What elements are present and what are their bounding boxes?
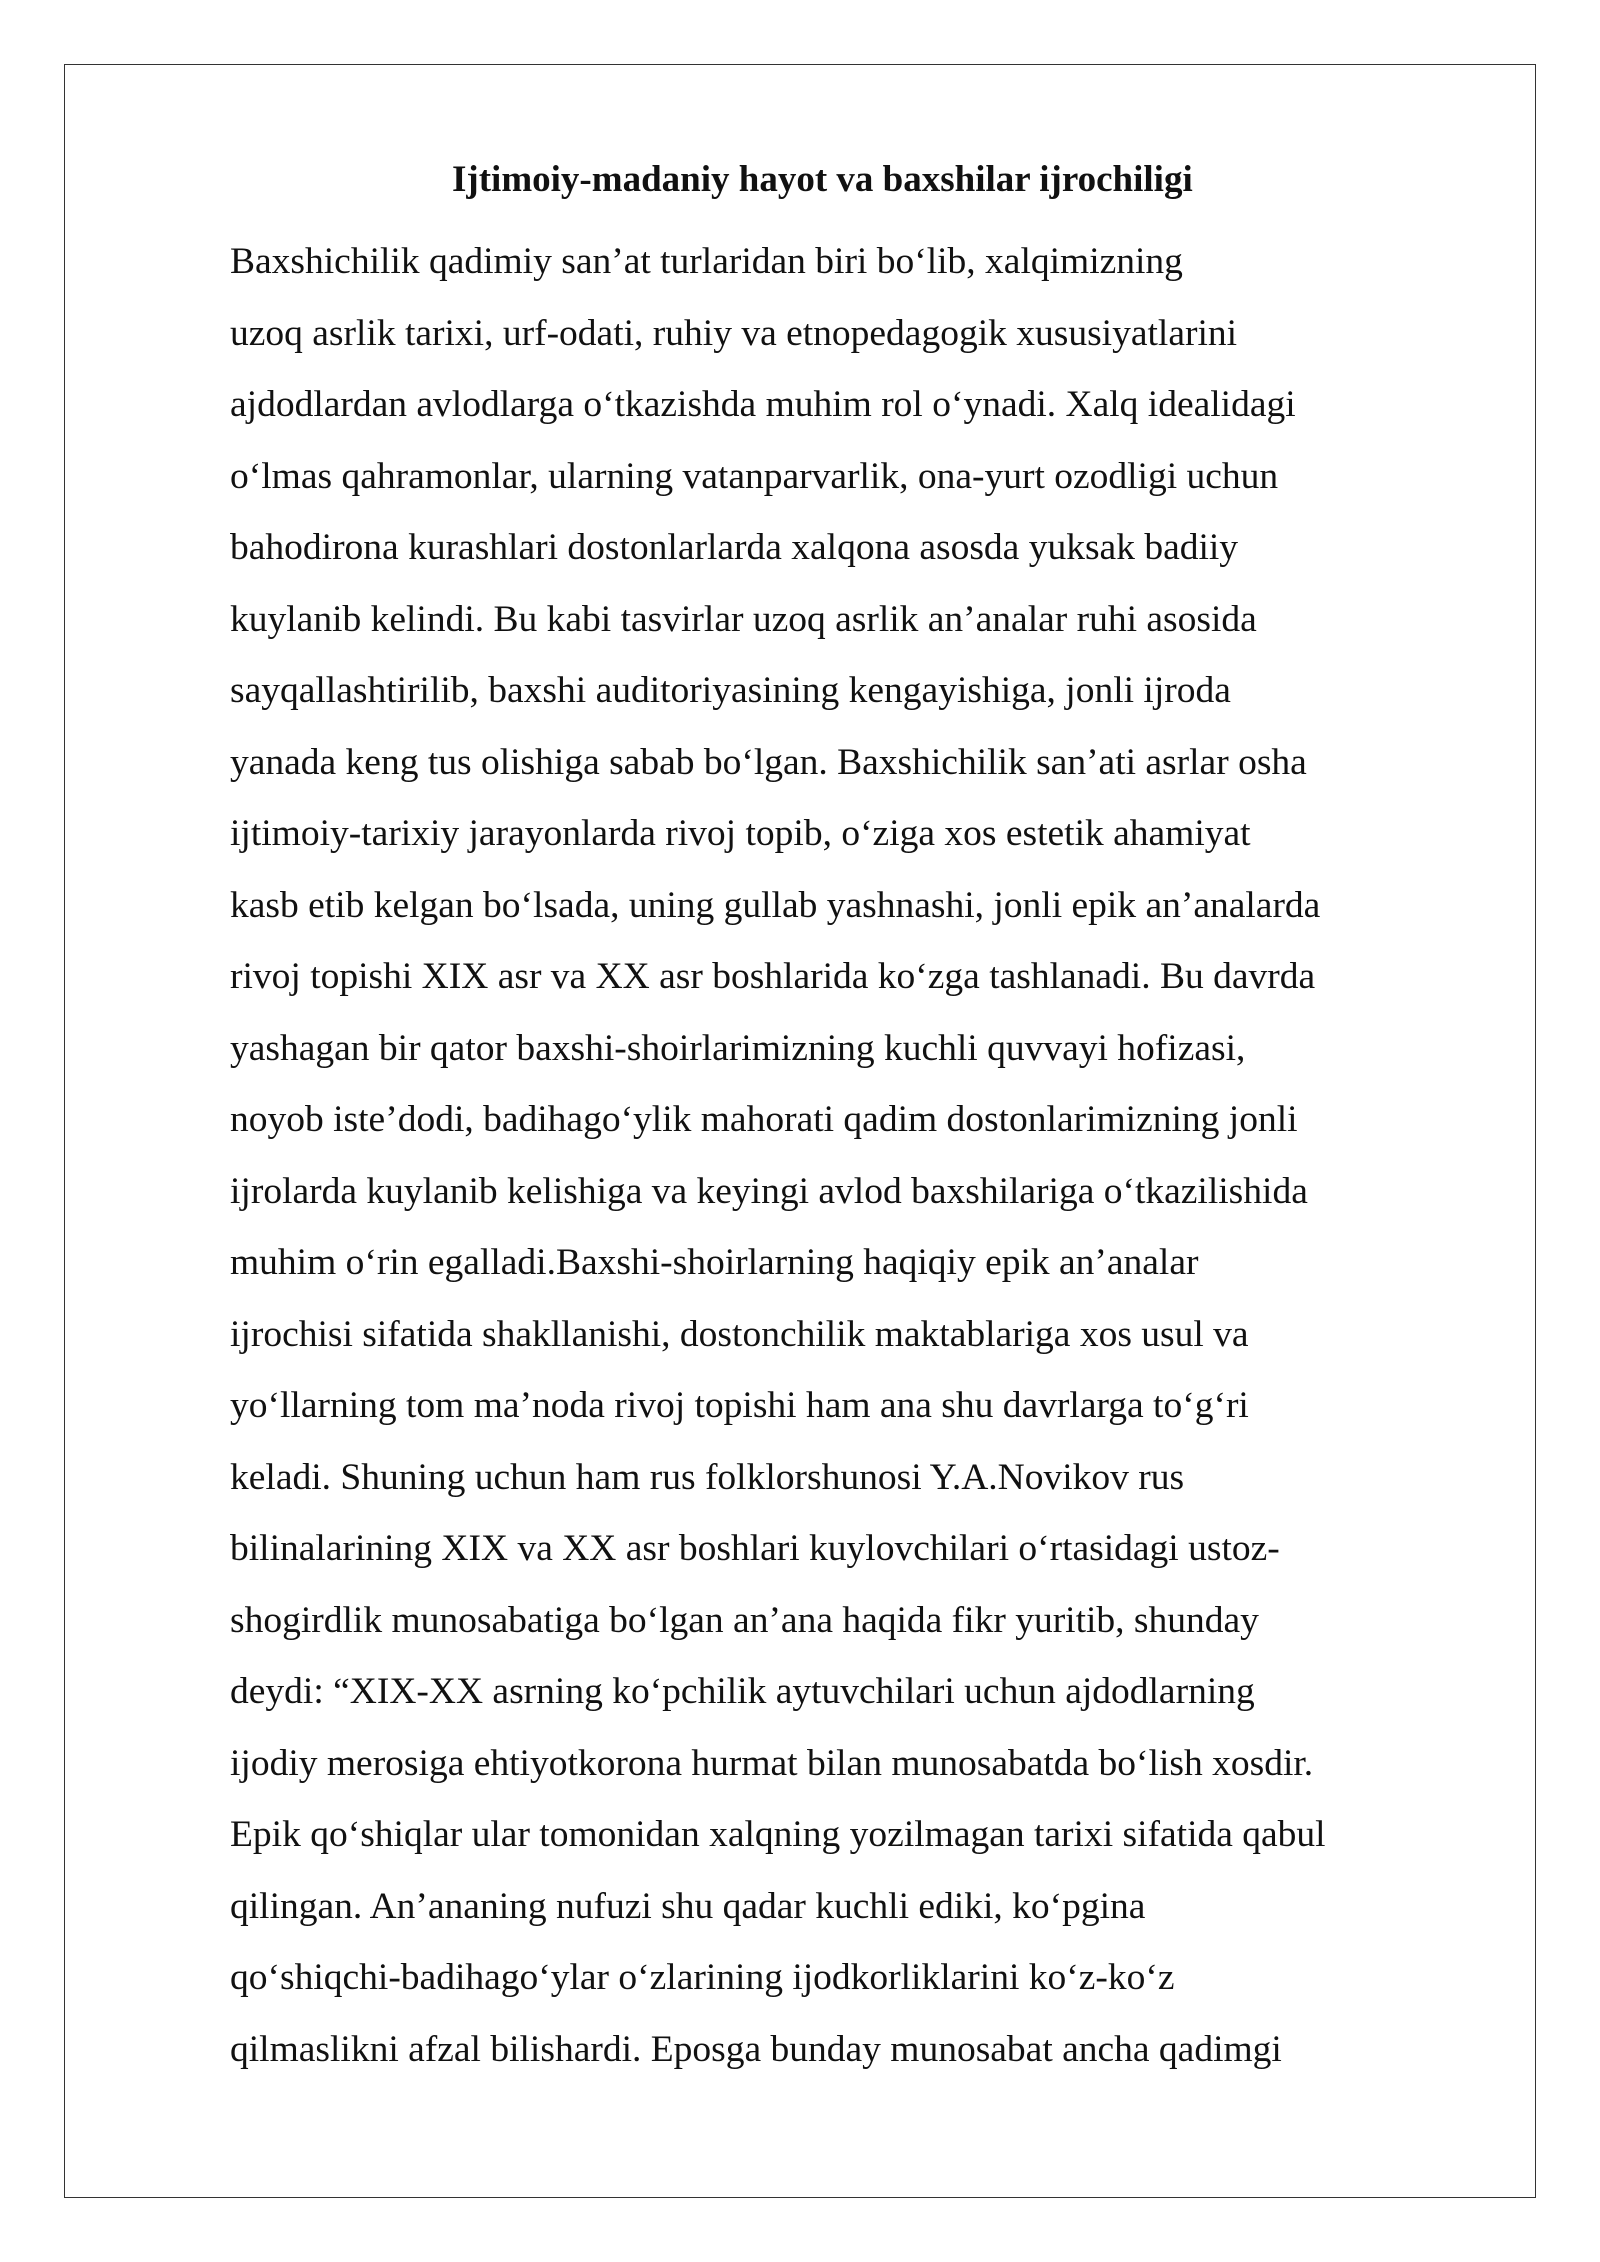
body-line: ijrochisi sifatida shakllanishi, dostonchilik maktablariga xos usul va bbox=[230, 1313, 1249, 1355]
body-line: shogirdlik munosabatiga bo‘lgan an’ana haqida fikr yuritib, shunday bbox=[230, 1599, 1259, 1641]
body-line: qilingan. An’ananing nufuzi shu qadar kuchli ediki, ko‘pgina bbox=[230, 1885, 1146, 1927]
body-line: ijtimoiy-tarixiy jarayonlarda rivoj topib, o‘ziga xos estetik ahamiyat bbox=[230, 813, 1251, 854]
body-line: sayqallashtirilib, baxshi auditoriyasining kengayishiga, jonli ijroda bbox=[230, 670, 1231, 711]
body-line: noyob iste’dodi, badihago‘ylik mahorati qadim dostonlarimizning jonli bbox=[230, 1099, 1298, 1140]
body-line: muhim o‘rin egalladi.Baxshi-shoirlarning haqiqiy epik an’analar bbox=[230, 1242, 1199, 1283]
body-line: yanada keng tus olishiga sabab bo‘lgan. Baxshichilik san’ati asrlar osha bbox=[230, 741, 1307, 783]
document-title: Ijtimoiy-madaniy hayot va baxshilar ijrochiligi bbox=[452, 159, 1193, 200]
body-line: qo‘shiqchi-badihago‘ylar o‘zlarining ijodkorliklarini ko‘z-ko‘z bbox=[230, 1957, 1175, 1998]
body-line: bahodirona kurashlari dostonlarlarda xalqona asosda yuksak badiiy bbox=[230, 527, 1239, 568]
body-line: ijrolarda kuylanib kelishiga va keyingi avlod baxshilariga o‘tkazilishida bbox=[230, 1170, 1308, 1212]
body-line: bilinalarining XIX va XX asr boshlari kuylovchilari o‘rtasidagi ustoz- bbox=[230, 1528, 1280, 1569]
body-line: Epik qo‘shiqlar ular tomonidan xalqning yozilmagan tarixi sifatida qabul bbox=[230, 1814, 1326, 1855]
body-line: kuylanib kelindi. Bu kabi tasvirlar uzoq asrlik an’analar ruhi asosida bbox=[230, 598, 1257, 640]
body-line: yashagan bir qator baxshi-shoirlarimizning kuchli quvvayi hofizasi, bbox=[230, 1027, 1246, 1069]
body-line: uzoq asrlik tarixi, urf-odati, ruhiy va etnopedagogik xususiyatlarini bbox=[230, 312, 1238, 354]
body-line: o‘lmas qahramonlar, ularning vatanparvarlik, ona-yurt ozodligi uchun bbox=[230, 455, 1279, 497]
body-line: ijodiy merosiga ehtiyotkorona hurmat bilan munosabatda bo‘lish xosdir. bbox=[230, 1742, 1314, 1784]
body-line: rivoj topishi XIX asr va XX asr boshlarida ko‘zga tashlanadi. Bu davrda bbox=[230, 956, 1316, 997]
document-body bbox=[230, 226, 1530, 2085]
body-line: qilmaslikni afzal bilishardi. Eposga bunday munosabat ancha qadimgi bbox=[230, 2028, 1282, 2070]
body-line: keladi. Shuning uchun ham rus folklorshunosi Y.A.Novikov rus bbox=[230, 1456, 1185, 1498]
body-line: deydi: “XIX-XX asrning ko‘pchilik aytuvchilari uchun ajdodlarning bbox=[230, 1671, 1255, 1712]
body-line: kasb etib kelgan bo‘lsada, uning gullab yashnashi, jonli epik an’analarda bbox=[230, 884, 1321, 926]
body-line: Baxshichilik qadimiy san’at turlaridan biri bo‘lib, xalqimizning bbox=[230, 241, 1183, 282]
body-line: ajdodlardan avlodlarga o‘tkazishda muhim rol o‘ynadi. Xalq idealidagi bbox=[230, 384, 1296, 425]
body-line: yo‘llarning tom ma’noda rivoj topishi ham ana shu davrlarga to‘g‘ri bbox=[230, 1385, 1249, 1426]
